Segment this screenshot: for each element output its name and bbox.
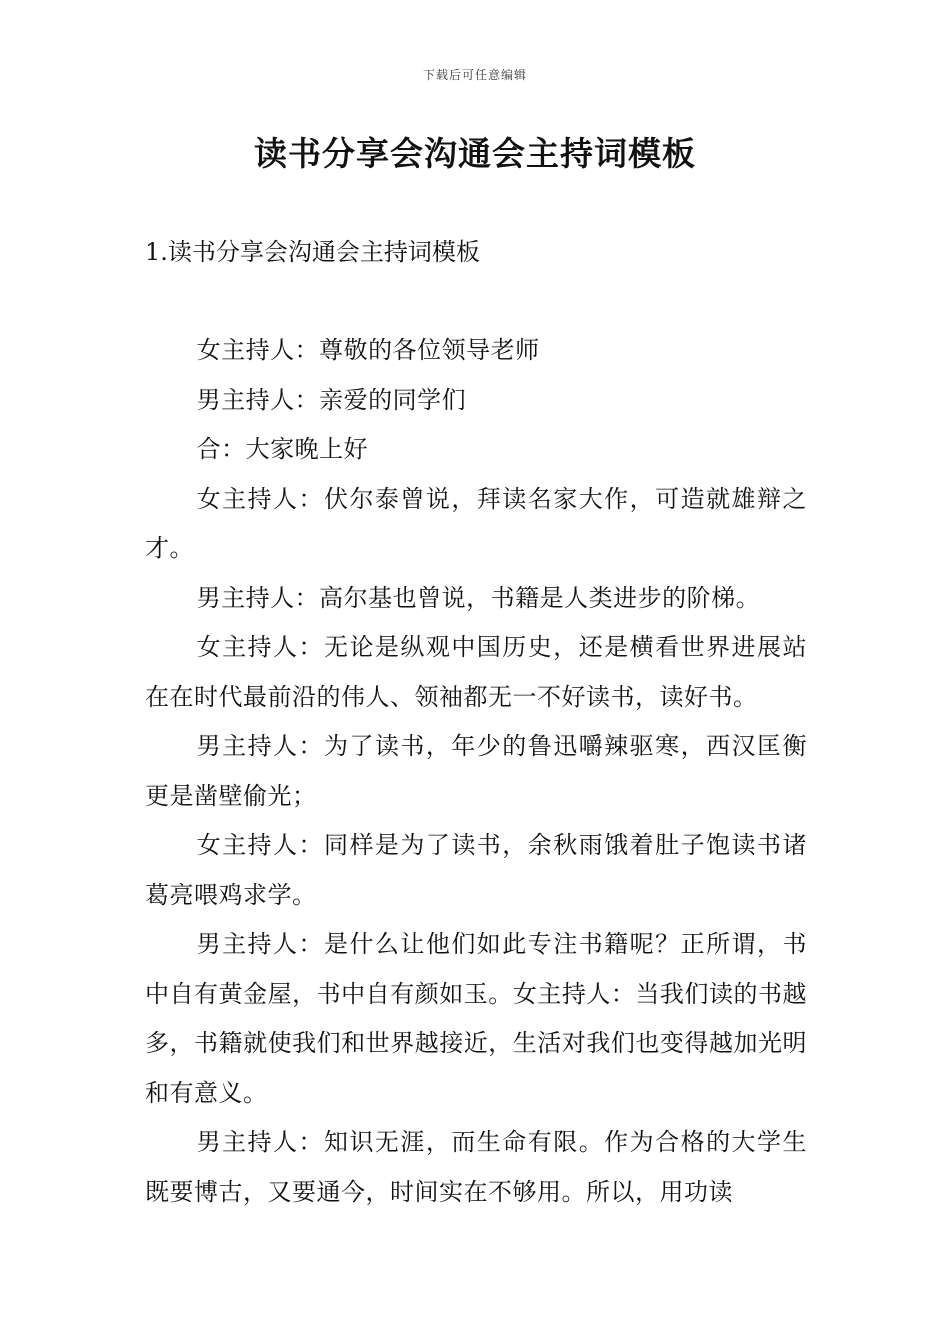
paragraph: 男主持人：为了读书，年少的鲁迅嚼辣驱寒，西汉匡衡更是凿壁偷光； [145,732,807,810]
paragraph: 男主持人：是什么让他们如此专注书籍呢？正所谓，书中自有黄金屋，书中自有颜如玉。女主持人：当我们读的书越多，书籍就使我们和世界越接近，生活对我们也变得越加光明和有意义。 [145,930,807,1107]
document-title: 读书分享会沟通会主持词模板 [254,134,696,173]
header-note: 下载后可任意编辑 [422,68,527,82]
paragraph: 男主持人：知识无涯，而生命有限。作为合格的大学生既要博古，又要通今，时间实在不够用。所以，用功读 [145,1128,807,1206]
document-body [145,326,807,1217]
paragraph: 女主持人：伏尔泰曾说，拜读名家大作，可造就雄辩之才。 [145,484,807,562]
paragraph: 女主持人：同样是为了读书，余秋雨饿着肚子饱读书诸葛亮喂鸡求学。 [145,831,807,909]
section-heading: 1.读书分享会沟通会主持词模板 [145,238,480,266]
paragraph: 男主持人：亲爱的同学们 [196,385,467,414]
paragraph: 女主持人：无论是纵观中国历史，还是横看世界进展站在在时代最前沿的伟人、领袖都无一不好读书，读好书。 [145,633,807,711]
paragraph: 女主持人：尊敬的各位领导老师 [196,336,540,364]
paragraph: 合：大家晚上好 [196,435,369,463]
paragraph: 男主持人：高尔基也曾说，书籍是人类进步的阶梯。 [196,583,761,612]
